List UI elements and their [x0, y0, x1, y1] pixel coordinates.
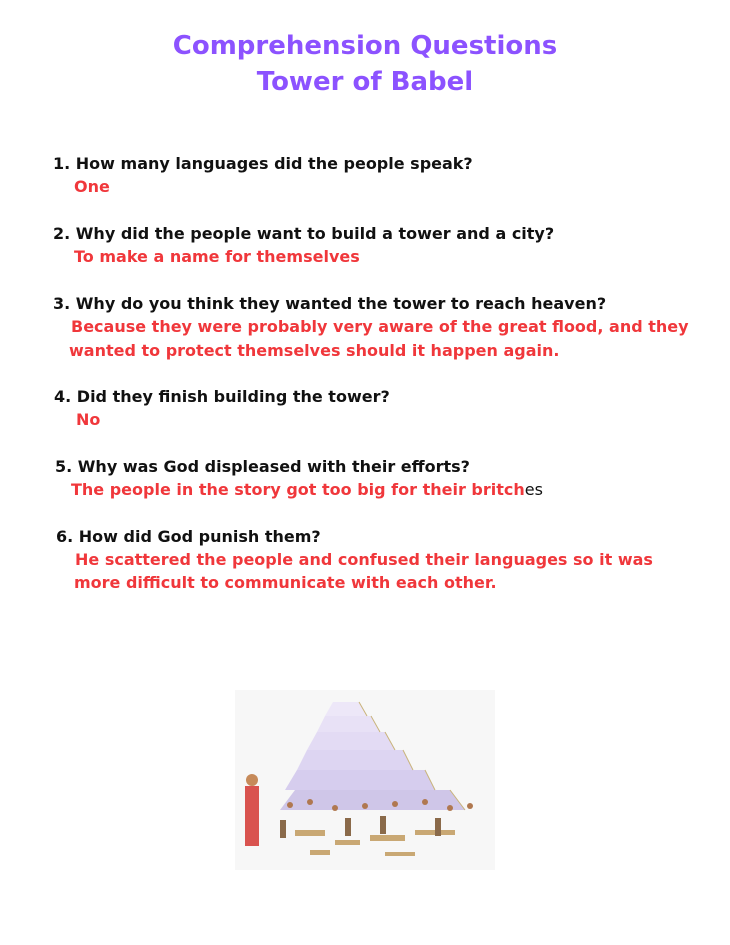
question-2: 2. Why did the people want to build a tower and a city? — [53, 224, 555, 243]
answer-3-line-1: Because they were probably very aware of the great flood, and they — [71, 317, 689, 336]
page-title: Comprehension Questions — [172, 31, 558, 61]
answer-6-line-2: more difficult to communicate with each other. — [74, 573, 497, 592]
answer-5 — [71, 478, 543, 502]
question-4: 4. Did they finish building the tower? — [54, 387, 390, 406]
question-1: 1. How many languages did the people speak? — [53, 154, 473, 173]
question-5: 5. Why was God displeased with their efforts? — [55, 457, 470, 476]
question-3: 3. Why do you think they wanted the tower to reach heaven? — [53, 294, 607, 313]
answer-4: No — [76, 410, 101, 429]
answer-2: To make a name for themselves — [74, 247, 360, 266]
tower-of-babel-illustration — [235, 690, 495, 870]
answer-5-tail: es — [524, 480, 543, 499]
question-6: 6. How did God punish them? — [56, 527, 321, 546]
answer-6-line-1: He scattered the people and confused their languages so it was — [75, 550, 653, 569]
page-subtitle: Tower of Babel — [256, 67, 474, 97]
answer-1: One — [74, 177, 110, 196]
answer-5-text: The people in the story got too big for their britch — [71, 480, 525, 499]
answer-3-line-2: wanted to protect themselves should it happen again. — [69, 341, 560, 360]
